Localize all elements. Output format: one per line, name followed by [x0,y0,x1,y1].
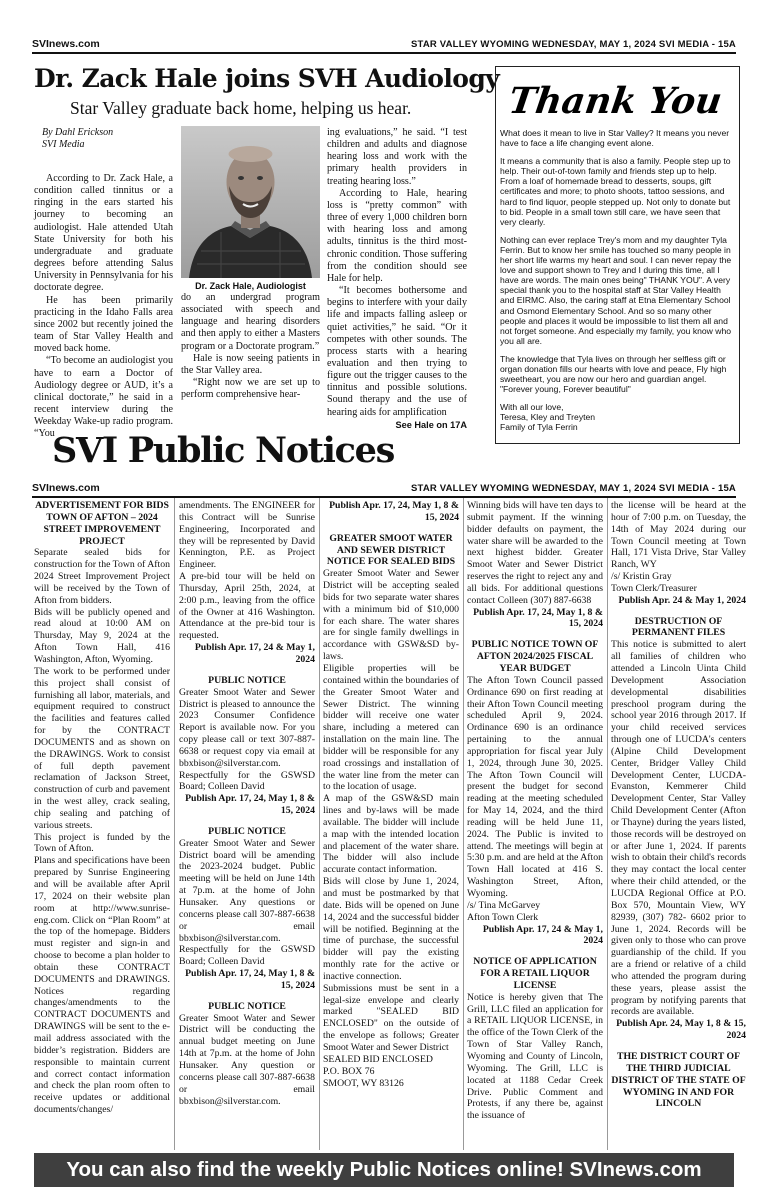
notice-heading: PUBLIC NOTICE [208,825,286,837]
notice-paragraph: Respectfully for the GSWSD Board; Colleen David [179,769,315,793]
byline-author: By Dahl Erickson [42,127,114,138]
notice-heading: THE DISTRICT COURT OF THE THIRD JUDICIAL DISTRICT OF THE STATE OF WYOMING IN AND FOR LINCOLN [611,1050,746,1110]
column-divider [174,498,175,1150]
notice-heading: PUBLIC NOTICE TOWN OF AFTON 2024/2025 FISCAL YEAR BUDGET [471,639,599,674]
notice-paragraph: amendments. The ENGINEER for this Contract will be Sunrise Engineering, Incorporated and they will be represented by David Kennington, P.E. as Project Engineer. [179,500,315,571]
thank-you-script-title [506,75,725,125]
notice-paragraph: A pre-bid tour will be held on Thursday, April 25th, 2024, at 2:00 p.m., leaving from the office of the Owner at 416 Washington. Attendance at the pre-bid tour is requested. [179,571,315,642]
notice-paragraph: A map of the GSW&SD main lines and by-laws will be made available. The bidder will include a map with the intended location and placement of the water share. The bidder will also include accurate contact information. [323,793,459,876]
notices-header [32,478,736,494]
notice-paragraph: P.O. BOX 76 [323,1065,375,1077]
notice-paragraph: Submissions must be sent in a legal-size envelope and clearly marked "SEALED BID ENCLOSED" on the outside of the envelope as follows; Greater Smoot Water and Sewer District [323,982,459,1053]
notice-paragraph: Eligible properties will be contained within the boundaries of the Greater Smoot Water and Sewer District. The winning bidder will receive one water share, including a metered can installation on the main line. The bidder will be responsible for any road crossings and installation of the water line from the meter can to the location of usage. [323,662,459,793]
signoff-line: With all our love, [500,402,564,413]
notice-paragraph: /s/ Kristin Gray [611,571,672,583]
article-paragraph: “It becomes bothersome and begins to interfere with your daily life and impacts falling asleep or quiet activities,” he said. “Or it competes with other sounds. The process starts with a hearing evaluation and then trying to figure out the trigger causes to the tinnitus and possible solutions. Sound therapy and the use of hearing aids for amplification [327,285,467,418]
notice-paragraph: Greater Smoot Water and Sewer District is pleased to announce the 2023 Consumer Confidence Report is available now. For you copy please call or text 307-887-6638 or request copy via email at bbxbison@silverstar.com. [179,686,315,769]
notice-heading: ADVERTISEMENT FOR BIDS TOWN OF AFTON – 2024 STREET IMPROVEMENT PROJECT [35,500,169,547]
photo-caption: Dr. Zack Hale, Audiologist [195,281,306,291]
edition-line: STAR VALLEY WYOMING WEDNESDAY, MAY 1, 2024 SVI MEDIA - 15A [411,39,736,50]
portrait-image [181,126,320,278]
notice-paragraph: Greater Smoot Water and Sewer District will be conducting the annual budget meeting on June 14th at 7p.m. at the home of John Hunsaker. Any question or concerns please call 307-887-6638 or email bbxbison@silverstar.com. [179,1012,315,1107]
thank-you-paragraph: What does it mean to live in Star Valley? It means you never have to face a life changing event alone. [500,128,730,149]
notice-paragraph: Plans and specifications have been prepared by Sunrise Engineering and will be available after April 17, 2024 on their website plan room at http://www.sunrise-eng.com. Click on “Plan Room” at the top of the homepage. Bidders must register and sign-in and choose to become a plan holder to obtain these CONTRACT DOCUMENTS and DRAWINGS. Notices regarding changes/amendments to the CONTRACT DOCUMENTS and DRAWINGS will be sent to the e-mail address associated with the bidder’s registration. Bidders are responsible to maintain current and correct contact information and check the plan room often to receive updates or additional documents/changes/ [34,855,170,1116]
notices-rule [32,496,736,498]
thank-you-title-text: Thank You [506,79,725,122]
article-column-3 [327,127,467,443]
notice-paragraph: /s/ Tina McGarvey [467,899,541,911]
notice-heading: PUBLIC NOTICE [208,1000,286,1012]
notice-paragraph: Afton Town Clerk [467,911,539,923]
notice-paragraph: Town Clerk/Treasurer [611,582,697,594]
notice-column-3 [323,500,459,1150]
notice-paragraph: Greater Smoot Water and Sewer District board will be amending the 2023-2024 budget. Public meeting will be held on June 14th at 7p.m. at the home of John Hunsaker. Any questions or concerns please call 307-887-6638 or email bbxbison@silverstar.com. [179,837,315,944]
publish-dates: Publish Apr. 17, 24 & May 1, 2024 [194,642,315,665]
article-column-1 [34,127,173,440]
notice-paragraph: The Afton Town Council passed Ordinance 690 on first reading at their Afton Town Council meeting scheduled April 9, 2024. Ordinance 690 is an ordinance pertaining to the annual appropriation for fiscal year July 1, 2024, through June 30, 2025. The Afton Town Council will present the budget for second reading at the meeting scheduled for May 14, 2024, and the third reading will be held June 11, 2024. The Public is invited to attend. The meetings will begin at 5:30 p.m. and are held at the Afton Town Hall located at 416 S. Washington Street, Afton, Wyoming. [467,674,603,899]
author-photo [181,126,320,278]
publish-dates: Publish Apr. 17, 24, May 1, 8 & 15, 2024 [185,968,315,991]
notice-paragraph: This project is funded by the Town of Afton. [34,831,170,855]
publish-dates: Publish Apr. 17, 24, May 1, 8 & 15, 2024 [473,606,603,630]
thank-you-paragraph: Nothing can ever replace Trey's mom and my daughter Tyla Ferrin. But to know her smile has touched so many people in her short life warms my heart and soul. I can never repay the love and support shown to Trey and I during this time, all I have are words. The main ones being" THANK YOU". A very special thank you to the hospital staff at Star Valley Health and EIRMC. Also, the caring staff at Etna Elementary School and Osmond Elementary School. And so so many other people and places it would be impossible to list them all and not forget someone. And especially my family, you know who you all are. [500,234,732,346]
notice-paragraph: Bids will be publicly opened and read aloud at 10:00 AM on Thursday, May 9, 2024 at the Afton Town Hall, 416 Washington, Afton, Wyoming. [34,606,170,665]
signoff-line: Family of Tyla Ferrin [500,422,578,433]
notice-paragraph: This notice is submitted to alert all families of children who attended a Lincoln Uinta Child Development Association developmental disabilities preschool program during the school year 2016 through 2017. If your child received services through one of LUCDA's centers (Alpine Child Development Center, Bridger Valley Child Development Center, LUCDA-Evanston, Kemmerer Child Development Center, Star Valley Child Development Center (Afton or Thayne) during the years listed, those records will be destroyed on or after June 1, 2024. If parents wish to obtain their child's records they may contact the local center where their child attended, or the LUCDA Regional Office at P.O. Box 570, Mountain View, WY 82939, (307) 782- 6602 prior to June 1, 2024. Records will be given only to those who can prove guardianship of the child. If you are a friend or relative of a child who attended the program during these years, please assist the program by notifying parents that records are available. [611,639,746,1018]
notice-paragraph: SMOOT, WY 83126 [323,1077,404,1089]
header-rule [32,52,736,54]
notice-paragraph: Winning bids will have ten days to submit payment. If the winning bidder defaults on payment, the water share will be awarded to the next highest bidder. Greater Smoot Water and Sewer District reserves the right to reject any and all bids. For additional questions contact Colleen (307) 887-6638 [467,500,603,606]
publish-dates: Publish Apr. 24 & May 1, 2024 [618,594,746,606]
column-divider [607,498,608,1150]
notice-column-2 [179,500,315,1150]
notice-paragraph: the license will be heard at the hour of 7:00 p.m. on Tuesday, the 14th of May 2024 during our Town Council meeting at Town Hall, 171 Vista Drive, Star Valley Ranch, WY [611,500,746,571]
notice-paragraph: Separate sealed bids for construction for the Town of Afton 2024 Street Improvement Project will be received by the Town of Afton from bidders. [34,547,170,606]
thank-you-body [500,128,735,433]
edition-line: STAR VALLEY WYOMING WEDNESDAY, MAY 1, 2024 SVI MEDIA - 15A [411,483,736,494]
notice-column-1 [34,500,170,1150]
online-notices-banner: You can also find the weekly Public Notices online! SVInews.com [34,1153,734,1187]
site-name: SVInews.com [32,38,100,50]
signoff-line: Teresa, Kley and Treyten [500,412,596,423]
notice-heading: DESTRUCTION OF PERMANENT FILES [631,615,726,639]
article-subhead: Star Valley graduate back home, helping us hear. [70,98,412,118]
notice-column-4 [467,500,603,1150]
article-paragraph: Hale is now seeing patients in the Star Valley area. [181,352,320,376]
column-divider [463,498,464,1150]
notice-heading: PUBLIC NOTICE [208,674,286,686]
notice-paragraph: Notice is hereby given that The Grill, LLC filed an application for a RETAIL LIQUOR LICENSE, in the office of the Town Clerk of the Town of Star Valley Ranch, Wyoming and County of Lincoln, Wyoming. The Grill, LLC is located at 1188 Cedar Creek Drive. Public Comment and Protests, if any there be, against the issuance of [467,991,603,1122]
thank-you-ad [495,66,740,444]
article-paragraph: do an undergrad program associated with speech and language and hearing disorders and then apply to either a Masters program or a Doctorate program.” [181,292,320,352]
article-paragraph: ing evaluations,” he said. “I test children and adults and diagnose hearing loss and work with the primary health providers in treating hearing loss.” [327,127,467,187]
notice-column-5 [611,500,746,1150]
article-paragraph: “Right now we are set up to perform comprehensive hear- [181,377,320,401]
notice-heading: NOTICE OF APPLICATION FOR A RETAIL LIQUOR LICENSE [473,956,597,991]
notice-paragraph: Bids will close by June 1, 2024, and must be postmarked by that date. Bids will be opened on June 14, 2024 and the successful bidder will be notified. Beginning at the time of purchase, the successful bidder will pay the existing monthly rate for the active or inactive connection. [323,876,459,982]
thank-you-paragraph: The knowledge that Tyla lives on through her selfless gift or organ donation fills our hearts with love and peace, Fly high sweetheart, you are now our hero and guardian angel. "Forever young, Forever beautiful" [500,353,727,395]
byline-org: SVI Media [42,139,85,150]
article-paragraph: According to Dr. Zack Hale, a condition called tinnitus or a ringing in the ears started his journey to becoming an audiologist. Hale attended Utah State University for both his undergraduate and graduate degrees before attending Salus University in Pennsylvania for his doctorate degree. [34,173,173,294]
article-paragraph: He has been primarily practicing in the Idaho Falls area since 2002 but recently joined the team of Star Valley Health and moved back home. [34,294,173,355]
publish-dates: Publish Apr. 24, May 1, 8 & 15, 2024 [616,1018,746,1042]
notice-paragraph: Respectfully for the GSWSD Board; Colleen David [179,944,315,968]
site-name: SVInews.com [32,482,100,494]
jump-link[interactable]: See Hale on 17A [395,419,467,430]
column-divider [319,498,320,1150]
article-headline: Dr. Zack Hale joins SVH Audiology [34,64,500,93]
article-column-2 [181,292,320,422]
public-notices-title: SVI Public Notices [52,430,394,471]
byline [34,127,173,151]
page-header [32,34,736,50]
notice-paragraph: The work to be performed under this project shall consist of furnishing all labor, materials, and equipment required to construct the facilities and features called for by the CONTRACT DOCUMENTS and as shown on the DRAWINGS. Work to consist of full depth pavement reclamation of Jackson Street, construction of curb and pavement in the west alley, crack sealing, chip sealing and patching of various streets. [34,665,170,831]
publish-dates: Publish Apr. 17, 24 & May 1, 2024 [482,923,603,947]
notice-heading: GREATER SMOOT WATER AND SEWER DISTRICT NOTICE FOR SEALED BIDS [326,532,456,568]
notice-paragraph: SEALED BID ENCLOSED [323,1053,433,1065]
article-paragraph: “To become an audiologist you have to earn a Doctor of Audiology degree or AUD, it’s a clinical doctorate,” he said in a recent interview during the Weekday Wake-up radio program. “You [34,355,173,440]
thank-you-signoff [500,402,735,432]
thank-you-paragraph: It means a community that is also a family. People step up to help. Their out-of-town family and friends step up to help. From a loaf of homemade bread to desserts, soups, gift certificates and more; to photo shoots, tattoo sessions, and hard to find liquor, people stepped up. Not only to donate but to bid. People in a small town still care, we have seen that very clearly. [500,156,731,227]
publish-dates: Publish Apr. 17, 24, May 1, 8 & 15, 2024 [329,500,459,523]
notice-paragraph: Greater Smoot Water and Sewer District will be accepting sealed bids for two separate water shares with a minimum bid of $10,000 for each share. The water shares are for single family dwellings in accordance with GSW&SD by-laws. [323,568,459,663]
publish-dates: Publish Apr. 17, 24, May 1, 8 & 15, 2024 [185,793,315,817]
article-paragraph: According to Hale, hearing loss is “pretty common” with three of every 1,000 children born with hearing loss and among adults, tinnitus is the third most-chronic condition. Those suffering from the condition should see Hale for help. [327,187,467,284]
